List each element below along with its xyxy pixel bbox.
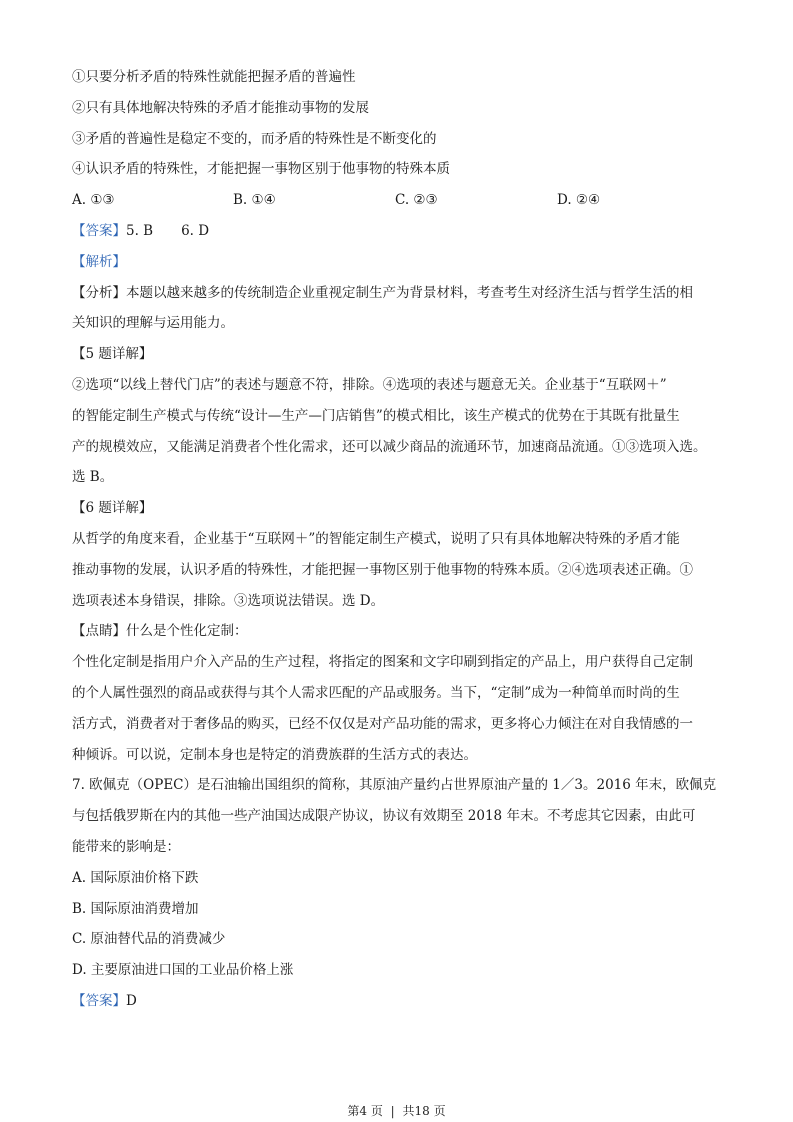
- q7-option-c: C. 原油替代品的消费减少: [72, 931, 226, 948]
- option-d: D. ②④: [557, 192, 601, 209]
- q7-answer: D: [126, 992, 137, 1009]
- q7-stem-2: 与包括俄罗斯在内的其他一些产油国达成限产协议，协议有效期至 2018 年末。不考虑其它因素，由此可: [72, 808, 696, 825]
- dianjing-tag: 【点睛】: [72, 623, 126, 640]
- statement-4: ④认识矛盾的特殊性，才能把握一事物区别于他事物的特殊本质: [72, 161, 450, 178]
- q6-tag: 【6 题详解】: [72, 500, 153, 517]
- page-footer: [0, 1102, 793, 1119]
- fenxi-line-1: 【分析】本题以越来越多的传统制造企业重视定制生产为背景材料，考查考生对经济生活与哲学生活的相: [72, 284, 693, 301]
- q5-tag: 【5 题详解】: [72, 346, 153, 363]
- answer-options: [72, 185, 732, 216]
- q5-line-1: ②选项“以线上替代门店”的表述与题意不符，排除。④选项的表述与题意无关。企业基于“互联网＋”: [72, 376, 667, 393]
- answer-6: 6. D: [181, 222, 210, 239]
- answer-line: [72, 216, 732, 247]
- fenxi-line-2: 关知识的理解与运用能力。: [72, 315, 234, 332]
- q7-answer-line: [72, 986, 732, 1017]
- q7-answer-tag: 【答案】: [72, 992, 126, 1009]
- jiexi-tag: 【解析】: [72, 253, 126, 270]
- dianjing-heading: 【点睛】什么是个性化定制：: [72, 623, 248, 640]
- fenxi-tag: 【分析】: [72, 284, 126, 301]
- dianjing-line-4: 种倾诉。可以说，定制本身也是特定的消费族群的生活方式的表达。: [72, 746, 477, 763]
- dianjing-line-3: 活方式，消费者对于奢侈品的购买，已经不仅仅是对产品功能的需求，更多将心力倾注在对自我情感的一: [72, 715, 693, 732]
- answer-tag: 【答案】: [72, 222, 126, 239]
- q7-option-b: B. 国际原油消费增加: [72, 900, 199, 917]
- q7-stem-1: 7. 欧佩克（OPEC）是石油输出国组织的简称，其原油产量约占世界原油产量的 1／3。2016 年末，欧佩克: [72, 777, 717, 794]
- page-total: 共18 页: [402, 1104, 446, 1118]
- footer-separator: |: [390, 1104, 395, 1118]
- option-a: A. ①③: [72, 192, 115, 209]
- statement-3: ③矛盾的普遍性是稳定不变的，而矛盾的特殊性是不断变化的: [72, 130, 437, 147]
- q7-stem-3: 能带来的影响是：: [72, 838, 180, 855]
- statement-1: ①只要分析矛盾的特殊性就能把握矛盾的普遍性: [72, 69, 356, 85]
- q5-line-3: 产的规模效应，又能满足消费者个性化需求，还可以减少商品的流通环节，加速商品流通。①③选项入选。: [72, 438, 707, 455]
- option-b: B. ①④: [233, 192, 276, 209]
- q6-line-3: 选项表述本身错误，排除。③选项说法错误。选 D。: [72, 592, 385, 609]
- dianjing-line-1: 个性化定制是指用户介入产品的生产过程，将指定的图案和文字印刷到指定的产品上，用户获得自己定制: [72, 654, 693, 671]
- option-c: C. ②③: [395, 192, 438, 209]
- q6-line-2: 推动事物的发展，认识矛盾的特殊性，才能把握一事物区别于他事物的特殊本质。②④选项表述正确。①: [72, 561, 693, 578]
- q5-line-4: 选 B。: [72, 469, 114, 486]
- q6-line-1: 从哲学的角度来看，企业基于“互联网＋”的智能定制生产模式，说明了只有具体地解决特殊的矛盾才能: [72, 530, 680, 547]
- document-page: [72, 62, 732, 1017]
- page-number: 第4 页: [347, 1104, 383, 1118]
- q7-option-a: A. 国际原油价格下跌: [72, 869, 199, 886]
- q7-option-d: D. 主要原油进口国的工业品价格上涨: [72, 962, 294, 979]
- statement-2: ②只有具体地解决特殊的矛盾才能推动事物的发展: [72, 99, 369, 116]
- answer-5: 5. B: [126, 222, 154, 239]
- q5-line-2: 的智能定制生产模式与传统“设计—生产—门店销售”的模式相比，该生产模式的优势在于其既有批量生: [72, 407, 680, 424]
- dianjing-line-2: 的个人属性强烈的商品或获得与其个人需求匹配的产品或服务。当下，“定制”成为一种简单而时尚的生: [72, 684, 680, 701]
